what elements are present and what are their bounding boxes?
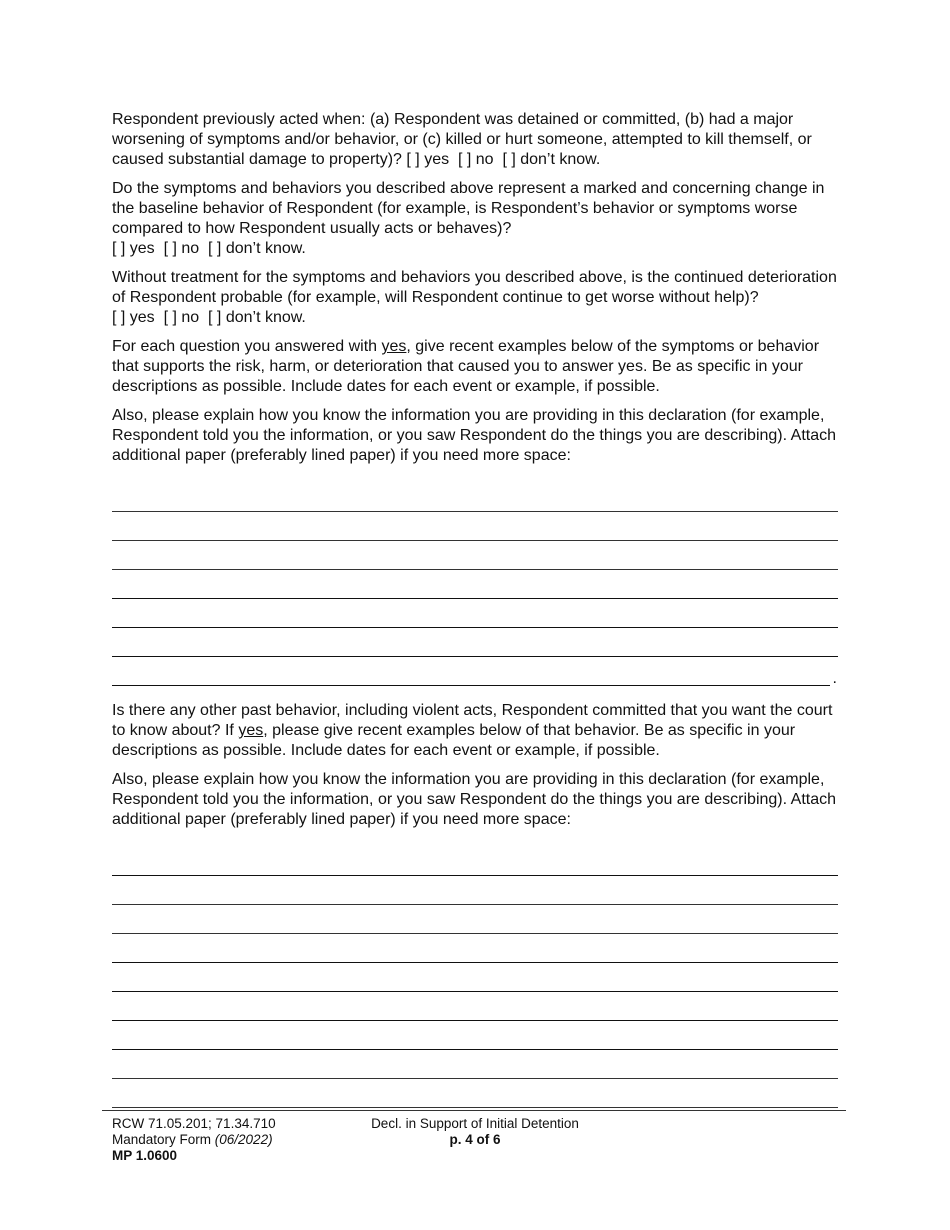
answer-line[interactable] — [112, 483, 838, 512]
answer-line[interactable] — [112, 570, 838, 599]
instructions-how-you-know-2: Also, please explain how you know the information you are providing in this declaration (for example, Respondent told you the information, or you saw Respondent do the things you are describing). Attach additional paper (preferably lined paper) if you need more space: — [112, 771, 836, 828]
answer-line[interactable] — [112, 847, 838, 876]
answer-line[interactable] — [112, 1079, 838, 1108]
question-other-behavior: Is there any other past behavior, including violent acts, Respondent committed that you want the court to know about? If yes, please give recent examples below of that behavior. Be as specific in your descriptions as possible. Include dates for each event or example, if possible. — [112, 702, 833, 759]
answer-line[interactable] — [112, 992, 838, 1021]
answer-line[interactable] — [112, 599, 838, 628]
question-text: Without treatment for the symptoms and behaviors you described above, is the continued deterioration of Respondent probable (for example, will Respondent continue to get worse without help)? — [112, 269, 837, 306]
form-body — [112, 110, 838, 1123]
footer-center — [360, 1116, 590, 1148]
answer-line[interactable] — [112, 512, 838, 541]
footer-form-title: Decl. in Support of Initial Detention — [371, 1116, 579, 1131]
question-previous-acts — [112, 110, 838, 170]
answer-line[interactable] — [112, 963, 838, 992]
question-text: Respondent previously acted when: (a) Respondent was detained or committed, (b) had a major worsening of symptoms and/or behavior, or (c) killed or hurt someone, attempted to kill themself, or caused substantial damage to property)? — [112, 111, 812, 168]
line-end-period: . — [832, 670, 837, 687]
answer-line[interactable] — [112, 541, 838, 570]
answer-line[interactable] — [112, 876, 838, 905]
answer-line[interactable] — [112, 905, 838, 934]
footer-statute: RCW 71.05.201; 71.34.710 — [112, 1116, 276, 1131]
answer-lines-other-behavior[interactable] — [112, 847, 838, 1108]
answer-line[interactable] — [112, 628, 838, 657]
answer-checkboxes[interactable]: [ ] yes [ ] no [ ] don’t know. — [112, 240, 306, 257]
question-text: Do the symptoms and behaviors you described above represent a marked and concerning change in the baseline behavior of Respondent (for example, is Respondent’s behavior or symptoms worse compared to how Respondent usually acts or behaves)? — [112, 180, 825, 237]
footer-page-number: p. 4 of 6 — [449, 1132, 501, 1147]
answer-line[interactable] — [112, 657, 837, 687]
footer-left — [112, 1116, 276, 1164]
answer-line[interactable] — [112, 934, 838, 963]
question-marked-change — [112, 179, 838, 259]
question-deterioration — [112, 268, 838, 328]
instructions-examples: For each question you answered with yes, give recent examples below of the symptoms or behavior that supports the risk, harm, or deterioration that caused you to answer yes. Be as specific in your descriptions as possible. Include dates for each event or example, if possible. — [112, 338, 820, 395]
answer-line[interactable] — [112, 1050, 838, 1079]
answer-lines-examples[interactable] — [112, 483, 838, 686]
answer-checkboxes[interactable]: [ ] yes [ ] no [ ] don’t know. — [406, 151, 601, 168]
instructions-how-you-know: Also, please explain how you know the information you are providing in this declaration (for example, Respondent told you the information, or you saw Respondent do the things you are describing). Attach additional paper (preferably lined paper) if you need more space: — [112, 407, 836, 464]
footer-form-number: MP 1.0600 — [112, 1148, 178, 1163]
answer-checkboxes[interactable]: [ ] yes [ ] no [ ] don’t know. — [112, 309, 306, 326]
footer-mandatory-form: Mandatory Form (06/2022) — [112, 1132, 273, 1147]
footer-divider — [102, 1110, 846, 1111]
answer-line[interactable] — [112, 1021, 838, 1050]
